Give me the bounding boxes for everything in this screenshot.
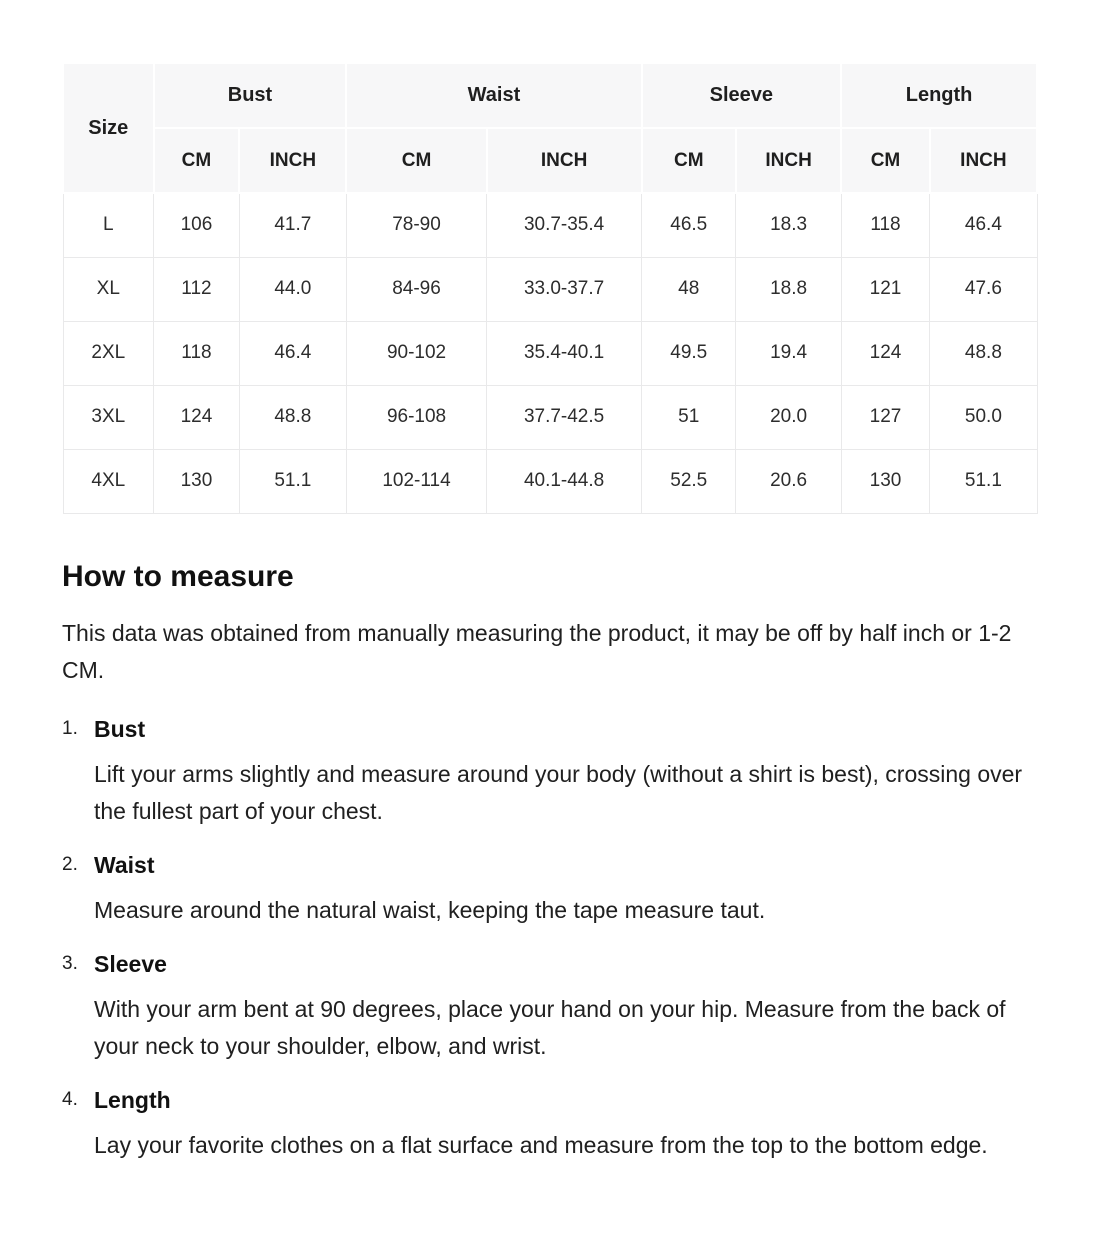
measurement-value: 35.4-40.1 <box>487 321 642 385</box>
measurement-value: 44.0 <box>239 257 346 321</box>
size-label: XL <box>63 257 154 321</box>
step-number: 4. <box>62 1088 78 1110</box>
measurement-value: 33.0-37.7 <box>487 257 642 321</box>
size-chart-body <box>63 193 1037 513</box>
measurement-value: 18.3 <box>736 193 841 257</box>
measurement-value: 124 <box>841 321 930 385</box>
measurement-value: 48.8 <box>930 321 1037 385</box>
measurement-value: 50.0 <box>930 385 1037 449</box>
measurement-value: 102-114 <box>346 449 486 513</box>
size-row-l <box>63 193 1037 257</box>
size-label: 3XL <box>63 385 154 449</box>
measurement-value: 121 <box>841 257 930 321</box>
group-header-sleeve: Sleeve <box>642 63 842 128</box>
step-number: 2. <box>62 853 78 875</box>
size-chart-table <box>62 62 1038 514</box>
how-to-measure-title: How to measure <box>62 559 294 593</box>
step-description: Lift your arms slightly and measure around your body (without a shirt is best), crossing over the fullest part of your chest. <box>94 760 1023 824</box>
step-description: Measure around the natural waist, keeping the tape measure taut. <box>94 896 766 923</box>
measurement-value: 84-96 <box>346 257 486 321</box>
size-label: 2XL <box>63 321 154 385</box>
measurement-value: 37.7-42.5 <box>487 385 642 449</box>
measure-disclaimer: This data was obtained from manually measuring the product, it may be off by half inch or 1-2 CM. <box>62 619 1012 683</box>
group-header-row <box>63 63 1037 128</box>
measurement-value: 47.6 <box>930 257 1037 321</box>
measurement-value: 124 <box>154 385 240 449</box>
measurement-value: 130 <box>841 449 930 513</box>
group-header-bust: Bust <box>154 63 347 128</box>
step-title: Waist <box>94 851 155 878</box>
unit-header-bust-inch: INCH <box>239 128 346 193</box>
unit-header-sleeve-cm: CM <box>642 128 736 193</box>
measure-step-length <box>62 1085 1038 1164</box>
measurement-value: 78-90 <box>346 193 486 257</box>
step-title: Sleeve <box>94 950 167 977</box>
measurement-value: 46.4 <box>930 193 1037 257</box>
measurement-value: 20.6 <box>736 449 841 513</box>
measurement-value: 112 <box>154 257 240 321</box>
measurement-value: 118 <box>154 321 240 385</box>
measure-step-bust <box>62 714 1038 830</box>
size-row-xl <box>63 257 1037 321</box>
how-to-measure-section <box>62 559 1038 1164</box>
group-header-waist: Waist <box>346 63 641 128</box>
measurement-value: 19.4 <box>736 321 841 385</box>
size-row-3xl <box>63 385 1037 449</box>
measurement-value: 46.4 <box>239 321 346 385</box>
measurement-value: 48 <box>642 257 736 321</box>
unit-header-length-inch: INCH <box>930 128 1037 193</box>
step-description: Lay your favorite clothes on a flat surface and measure from the top to the bottom edge. <box>94 1131 988 1158</box>
measure-steps-list <box>62 714 1038 1164</box>
step-title: Bust <box>94 715 146 742</box>
measurement-value: 106 <box>154 193 240 257</box>
measurement-value: 48.8 <box>239 385 346 449</box>
measurement-value: 40.1-44.8 <box>487 449 642 513</box>
measurement-value: 130 <box>154 449 240 513</box>
measurement-value: 52.5 <box>642 449 736 513</box>
step-title: Length <box>94 1086 171 1113</box>
size-label: 4XL <box>63 449 154 513</box>
measurement-value: 49.5 <box>642 321 736 385</box>
unit-header-sleeve-inch: INCH <box>736 128 841 193</box>
measurement-value: 30.7-35.4 <box>487 193 642 257</box>
unit-header-waist-cm: CM <box>346 128 486 193</box>
unit-header-row <box>63 128 1037 193</box>
measurement-value: 20.0 <box>736 385 841 449</box>
unit-header-waist-inch: INCH <box>487 128 642 193</box>
size-label: L <box>63 193 154 257</box>
step-description: With your arm bent at 90 degrees, place your hand on your hip. Measure from the back of your neck to your shoulder, elbow, and wrist. <box>94 995 1006 1059</box>
measure-step-sleeve <box>62 949 1038 1065</box>
size-chart-header <box>63 63 1037 193</box>
measurement-value: 96-108 <box>346 385 486 449</box>
step-number: 1. <box>62 717 78 739</box>
measurement-value: 18.8 <box>736 257 841 321</box>
unit-header-length-cm: CM <box>841 128 930 193</box>
size-row-2xl <box>63 321 1037 385</box>
size-column-header: Size <box>63 63 154 193</box>
measurement-value: 90-102 <box>346 321 486 385</box>
measurement-value: 51 <box>642 385 736 449</box>
size-row-4xl <box>63 449 1037 513</box>
step-number: 3. <box>62 952 78 974</box>
measurement-value: 127 <box>841 385 930 449</box>
measurement-value: 51.1 <box>930 449 1037 513</box>
measurement-value: 41.7 <box>239 193 346 257</box>
measurement-value: 51.1 <box>239 449 346 513</box>
measure-step-waist <box>62 850 1038 929</box>
measurement-value: 46.5 <box>642 193 736 257</box>
unit-header-bust-cm: CM <box>154 128 240 193</box>
measurement-value: 118 <box>841 193 930 257</box>
group-header-length: Length <box>841 63 1037 128</box>
